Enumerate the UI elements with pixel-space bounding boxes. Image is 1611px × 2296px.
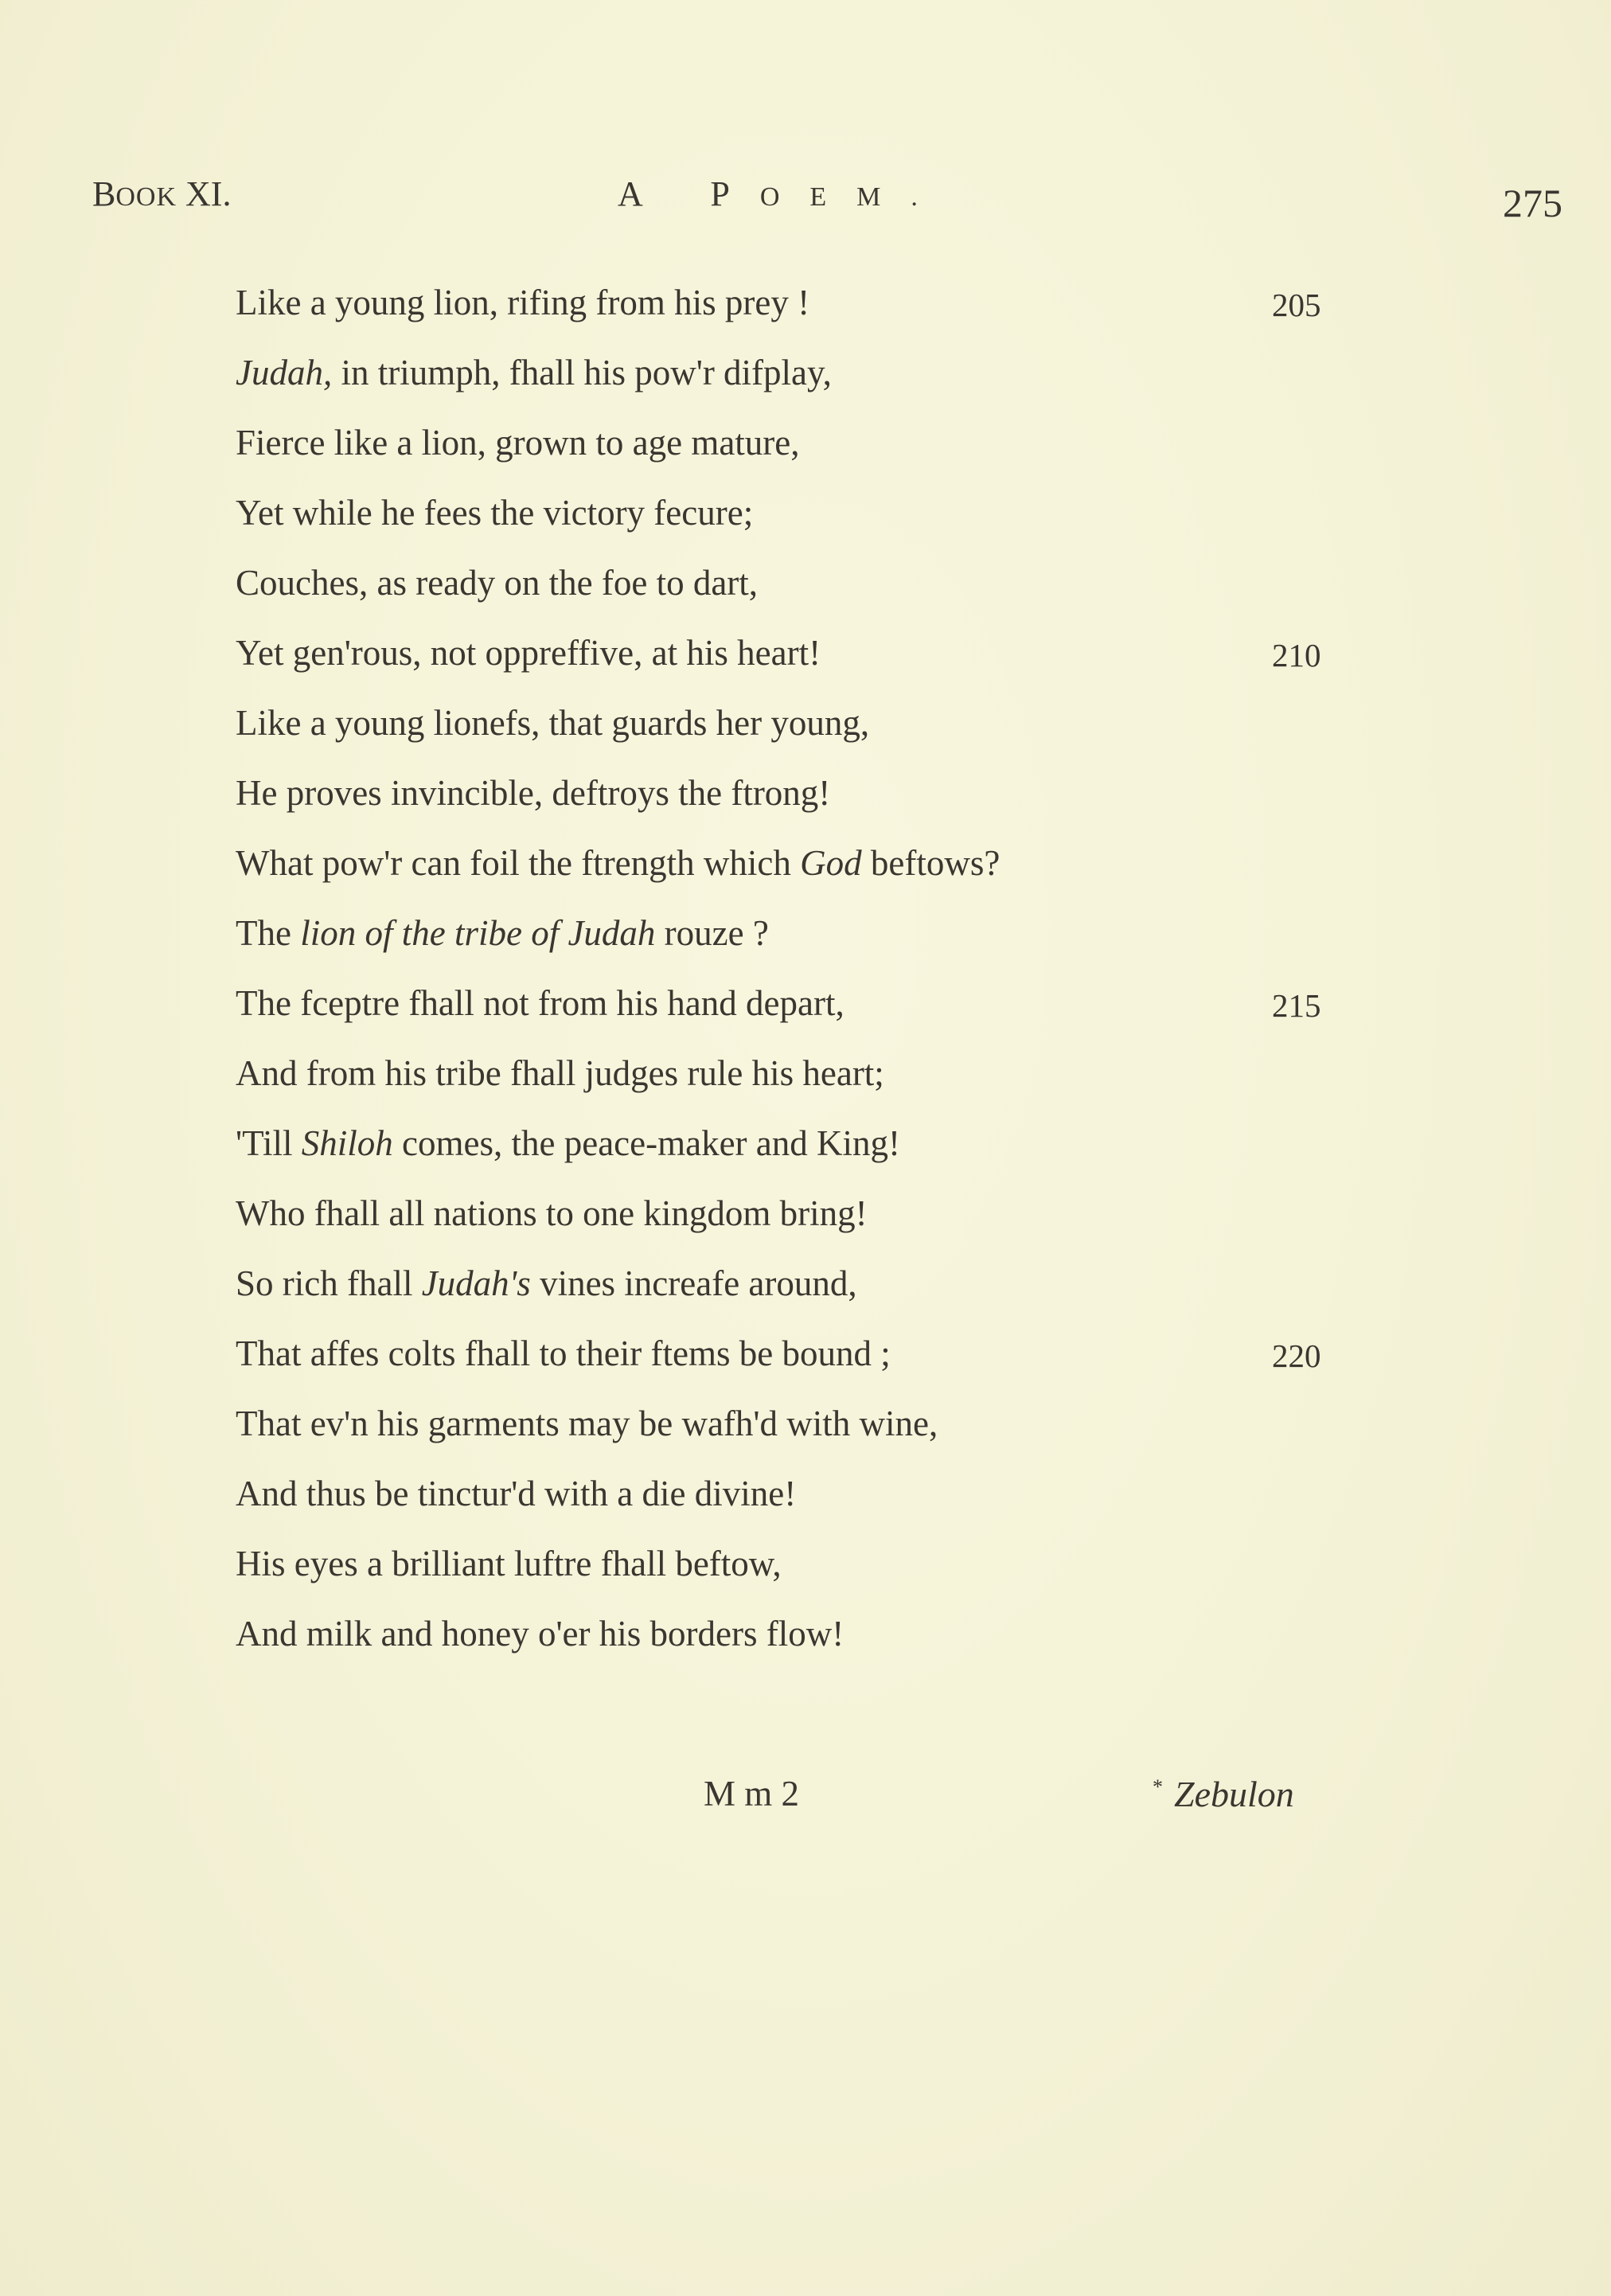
- poem-line: He proves invincible, deftroys the ftrong!: [236, 773, 831, 813]
- poem-line: And from his tribe fhall judges rule his heart;: [236, 1053, 884, 1093]
- poem-line: And thus be tinctur'd with a die divine!: [236, 1474, 797, 1513]
- poem-line: The fceptre fhall not from his hand depart,: [236, 983, 845, 1023]
- book-number: XI.: [185, 174, 232, 213]
- poem-line: That affes colts fhall to their ftems be bound ;: [236, 1333, 891, 1373]
- poem-line: Who fhall all nations to one kingdom bring!: [236, 1193, 868, 1233]
- poem-line: Yet gen'rous, not oppreffive, at his heart!: [236, 633, 821, 673]
- signature-mark: M m 2: [704, 1774, 800, 1814]
- book-prefix: BOOK: [92, 174, 177, 213]
- running-head-title: A POEM.: [618, 174, 948, 213]
- poem-line: Judah, in triumph, fhall his pow'r difplay,: [236, 353, 832, 392]
- catchword-text: Zebulon: [1174, 1774, 1294, 1814]
- poem-line: What pow'r can foil the ftrength which God beftows?: [236, 843, 1001, 883]
- poem-line: And milk and honey o'er his borders flow!: [236, 1614, 845, 1654]
- poem-line: Yet while he fees the victory fecure;: [236, 493, 754, 533]
- line-number: 210: [1272, 637, 1321, 674]
- footnote-mark: *: [1153, 1775, 1163, 1798]
- poem-line: Like a young lionefs, that guards her young,: [236, 703, 870, 743]
- line-number: 220: [1272, 1337, 1321, 1374]
- poem-line: So rich fhall Judah's vines increafe around,: [236, 1263, 857, 1303]
- poem-line: 'Till Shiloh comes, the peace-maker and King!: [236, 1123, 901, 1163]
- poem-line: Fierce like a lion, grown to age mature,: [236, 423, 800, 463]
- poem-line: That ev'n his garments may be wafh'd with wine,: [236, 1404, 938, 1443]
- page-number: 275: [1503, 181, 1562, 225]
- poem-line: The lion of the tribe of Judah rouze ?: [236, 913, 769, 953]
- line-number: 215: [1272, 987, 1321, 1024]
- poem-line: His eyes a brilliant luftre fhall beftow,: [236, 1544, 782, 1583]
- poem-line: Like a young lion, rifing from his prey !: [236, 283, 810, 322]
- catchword: [1153, 1776, 1294, 1813]
- line-number: 205: [1272, 287, 1321, 323]
- poem-line: Couches, as ready on the foe to dart,: [236, 563, 759, 603]
